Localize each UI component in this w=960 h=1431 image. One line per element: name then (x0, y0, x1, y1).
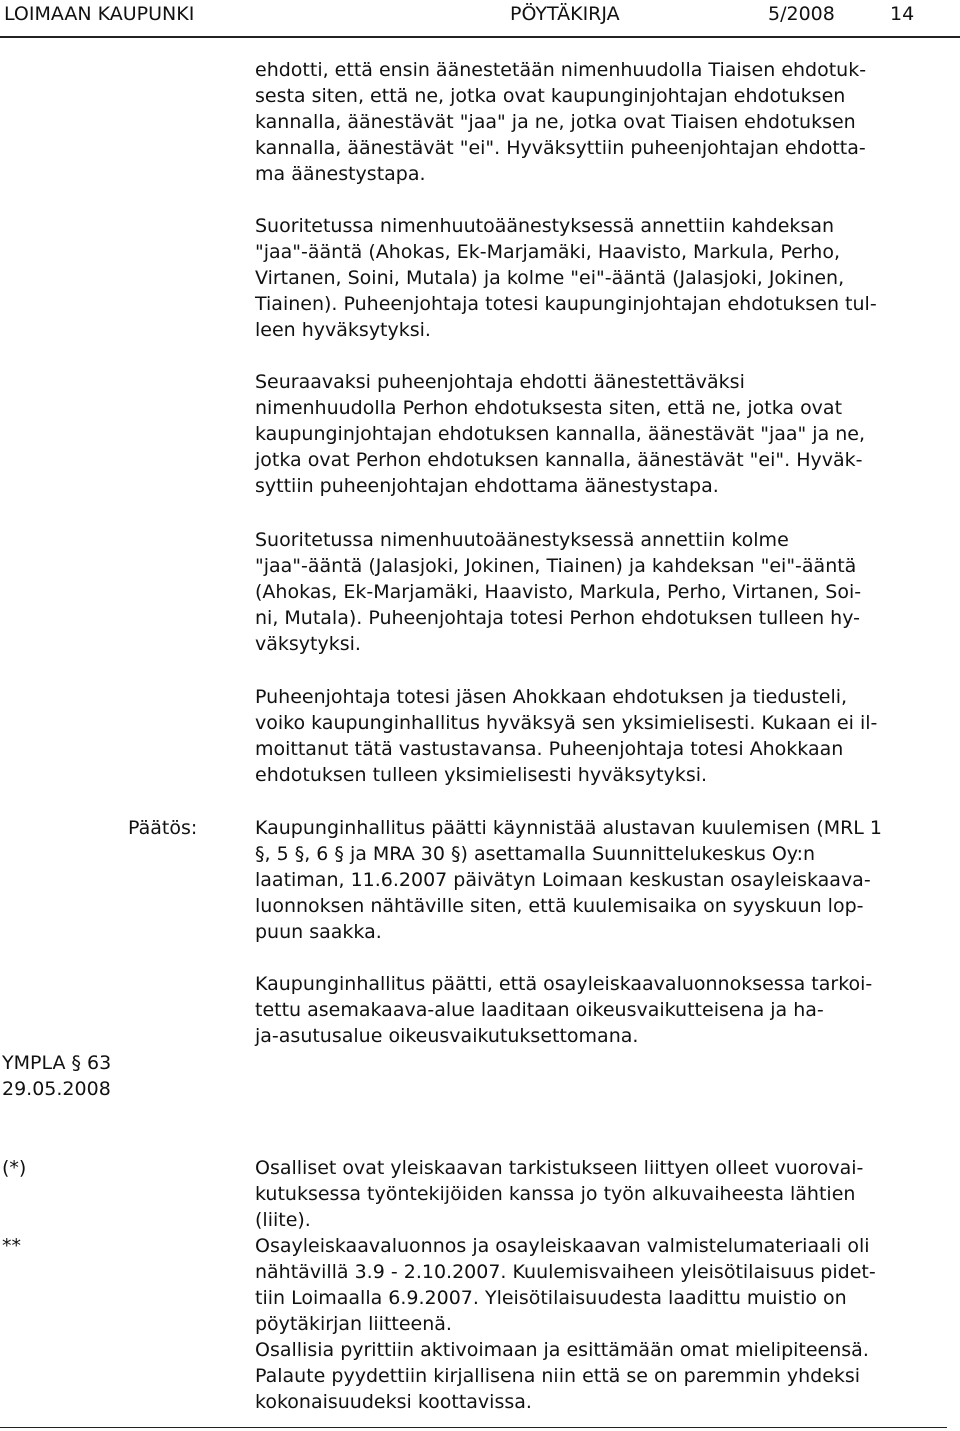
paragraph-ahokas-proposal: Puheenjohtaja totesi jäsen Ahokkaan ehdotuksen ja tiedusteli, voiko kaupunginhallitus hyväksyä sen yksimielisesti. Kukaan ei il- moittanut tätä vastustavansa. Puheenjohtaja totesi Ahokkaan ehdotuksen tulleen yksimielisesti hyväksytyksi. (255, 686, 878, 786)
organization-name: LOIMAAN KAUPUNKI (4, 3, 195, 25)
footnote-marker-2: ** (2, 1235, 21, 1257)
paragraph-vote-proposal-perho: Seuraavaksi puheenjohtaja ehdotti äänestettäväksi nimenhuudolla Perhon ehdotuksesta siten, että ne, jotka ovat kaupunginjohtajan ehdotuksen kannalla, äänestävät "jaa" ja ne, jotka ovat Perhon ehdotuksen kannalla, äänestävät "ei". Hyväk- syttiin puheenjohtajan ehdottama äänestystapa. (255, 371, 866, 497)
decision-label: Päätös: (128, 817, 198, 839)
document-type: PÖYTÄKIRJA (510, 3, 620, 25)
footnote-text-2: Osayleiskaavaluonnos ja osayleiskaavan valmistelumateriaali oli nähtävillä 3.9 - 2.10.2007. Kuulemisvaiheen yleisötilaisuus pidet- tiin Loimaalla 6.9.2007. Yleisötilaisuudesta laadittu muistio on pöytäkirjan liitteenä. Osallisia pyrittiin aktivoimaan ja esittämään omat mielipiteensä. Palaute pyydettiin kirjallisena niin että se on paremmin yhdeksi kokonaisuudeksi koottavissa. (255, 1235, 876, 1413)
ympla-reference: YMPLA § 63 (2, 1052, 112, 1074)
document-number: 5/2008 (768, 3, 835, 25)
paragraph-vote-proposal-tiainen: ehdotti, että ensin äänestetään nimenhuudolla Tiaisen ehdotuk- sesta siten, että ne, jotka ovat kaupunginjohtajan ehdotuksen kannalla, äänestävät "jaa" ja ne, jotka ovat Tiaisen ehdotuksen kannalla, äänestävät "ei". Hyväksyttiin puheenjohtajan ehdotta- ma äänestystapa. (255, 59, 867, 185)
footer-rule (0, 1427, 947, 1428)
footnote-marker-1: (*) (2, 1157, 27, 1179)
paragraph-vote-result-1: Suoritetussa nimenhuutoäänestyksessä annettiin kahdeksan "jaa"-ääntä (Ahokas, Ek-Marjamäki, Haavisto, Markula, Perho, Virtanen, Soini, Mutala) ja kolme "ei"-ääntä (Jalasjoki, Jokinen, Tiainen). Puheenjohtaja totesi kaupunginjohtajan ehdotuksen tul- leen hyväksytyksi. (255, 215, 877, 341)
ympla-date: 29.05.2008 (2, 1078, 111, 1100)
paragraph-decision-2: Kaupunginhallitus päätti, että osayleiskaavaluonnoksessa tarkoi- tettu asemakaava-alue laaditaan oikeusvaikutteisena ja ha- ja-asutusalue oikeusvaikutuksettomana. (255, 973, 873, 1047)
page-header (0, 0, 960, 38)
page-number: 14 (890, 3, 915, 25)
paragraph-vote-result-2: Suoritetussa nimenhuutoäänestyksessä annettiin kolme "jaa"-ääntä (Jalasjoki, Jokinen, Tiainen) ja kahdeksan "ei"-ääntä (Ahokas, Ek-Marjamäki, Haavisto, Markula, Perho, Virtanen, Soi- ni, Mutala). Puheenjohtaja totesi Perhon ehdotuksen tulleen hy- väksytyksi. (255, 529, 862, 655)
paragraph-decision-1: Kaupunginhallitus päätti käynnistää alustavan kuulemisen (MRL 1 §, 5 §, 6 § ja MRA 30 §) asettamalla Suunnittelukeskus Oy:n laatiman, 11.6.2007 päivätyn Loimaan keskustan osayleiskaava- luonnoksen nähtäville siten, että kuulemisaika on syyskuun lop- puun saakka. (255, 817, 883, 943)
footnote-text-1: Osalliset ovat yleiskaavan tarkistukseen liittyen olleet vuorovai- kutuksessa työntekijöiden kanssa jo työn alkuvaiheesta lähtien (liite). (255, 1157, 864, 1231)
